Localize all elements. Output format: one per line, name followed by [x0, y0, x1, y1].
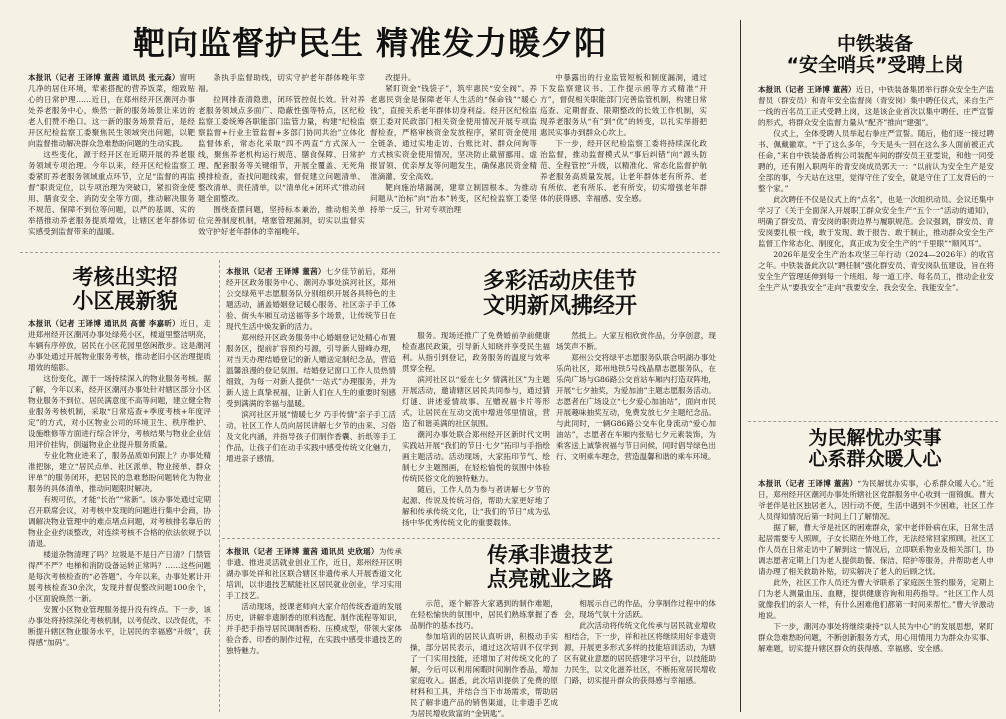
main-col2: [198, 72, 365, 244]
feiyi-headline: 传承非遗技艺 点亮就业之路: [487, 543, 613, 591]
kaohe-col1: [28, 318, 211, 710]
qixi-headline: 多彩活动庆佳节 文明新风拂经开: [482, 269, 637, 319]
main-col1: [28, 72, 195, 244]
paragraph: 专业化物业进来了，服务品质如何跟上？办事处精准把脉，建立“居民点单、社区派单、物业接单、群众评单”的服务闭环，把居民的急难愁盼问题转化为物业服务的具体清单，推动问题限时解决。: [28, 451, 211, 493]
paragraph: 随后，工作人员为参与者讲解七夕节的起源、传说及传统习俗，帮助大家更好地了解和传承传统文化，让“我们的节日”成为弘扬中华优秀传统文化的重要载体。: [402, 485, 550, 527]
paragraph: 本报讯（记者 王译博 董茜）“为民解忧办实事，心系群众暖人心。”近日，郑州经开区潮河办事处所辖社区党群服务中心收到一面锦旗。曹大爷老伴是社区独居老人，因行动不便，生活中遇到不少困难，社区工作人员得知情况后第一时间上门了解情况。: [758, 479, 994, 521]
paragraph: 有规可依，才能“长治”“常新”。该办事处通过定期召开联席会议，对考核中发现的问题进行集中会商，协调解决物业管理中的难点堵点问题，对考核排名靠后的物业企业约谈整改，对连续考核不合格的依法依规予以清退。: [28, 495, 211, 548]
divider-qixi-bottom: [222, 538, 720, 539]
paragraph: 本报讯（记者 王译博 通讯员 高蕾 李嘉昕）近日，走进郑州经开区潮河办事处绿苑小区，楼道里整洁明亮，车辆有序停放，居民在小区花园里悠闲散步。这是潮河办事处通过开展物业服务考核，推动老旧小区治理提质增效的缩影。: [28, 319, 212, 372]
paragraph: 本报讯（记者 王译博 董茜）近日，中铁装备集团举行群众安全生产监督员（群安员）和青年安全监督岗（青安岗）集中聘任仪式，来自生产一线的百名员工正式受聘上岗，这是该企业首次以集中聘任、庄严宣誓的形式，将群众安全监督力量从“配齐”推向“建强”。: [758, 85, 994, 127]
paragraph: 示范，逐个解答大家遇到的制作难题，在轻松愉快的氛围中，居民们熟练掌握了香品制作的基本技巧。: [410, 599, 558, 630]
zhongtie-body: [758, 84, 994, 416]
paragraph: 这些变化，源于经开区在近期开展的养老服务领域专项治理。今年以来，经开区纪检监察工委紧盯养老服务领域重点环节，立足“监督的再监督”职责定位，以专项治理为突破口，紧扣资金使用、膳食安全、消防安全等方面，推动解决服务不规范、保障不到位等问题，以严的基调、实的举措推动养老服务提质增效，让辖区老年群体切实感受到监督带来的温暖。: [28, 150, 195, 236]
divider-main-bottom: [20, 252, 720, 253]
divider-kaohe: [219, 260, 220, 712]
paragraph: 中暴露出的行业监管短板和制度漏洞，通过下发监察建议书、工作提示函等方式精准“开方”，督促相关职能部门完善监管机制，构建日常巡查、定期督查、限期整改的长效工作机制，实现养老服务从“有”到“优”的转变，以扎实举措把惠民实事办到群众心坎上。: [540, 73, 707, 137]
paragraph: 此次聘任不仅是仪式上的“点名”，也是一次组织动员。会议还集中学习了《关于全面深入开展职工群众安全生产“五个一”活动的通知》，明确了群安员、青安岗的职责边界与履职规范。会议强调，群安员、青安岗要扎根一线，敢于发现、敢于报告、敢于制止，推动群众安全生产监督工作常态化、制度化，真正成为安全生产的“千里眼”“顺风耳”。: [758, 195, 994, 248]
paragraph: 郑州经开区政务服务中心婚姻登记处精心布置服务区，提前扩容预约号源，引导新人错峰办理，对当天办理结婚登记的新人赠送定制纪念品，营造温馨浪漫的登记氛围。结婚登记窗口工作人员热情细致，为每一对新人提供“一站式”办理服务，并为新人送上真挚祝福，让新人们在人生的重要时刻感受到满满的幸福与温暖。: [226, 333, 396, 408]
paragraph: 滨河社区以“爱在七夕 情满社区”为主题开展活动，邀请辖区居民共同参与，通过猜灯谜、讲述爱情故事、互赠祝福卡片等形式，让居民在互动交流中增进邻里情谊，营造了和谐美满的社区氛围。: [402, 375, 550, 428]
paragraph: 2026年是安全生产治本攻坚三年行动（2024—2026年）的收官之年。中铁装备此次以“聘任制”强化群安员、青安岗队伍建设，旨在将安全生产管理延伸到每一个班组、每一道工序、每名员工，推动企业安全生产从“要我安全”走向“我要安全、我会安全、我能安全”。: [758, 250, 994, 292]
main-col4: [540, 72, 707, 244]
divider-zhongtie-bottom: [748, 421, 998, 422]
divider-right-column: [740, 20, 741, 712]
paragraph: 此次活动将传统文化传承与居民就业增收相结合，下一步，祥和社区将继续用好非遗资源，开展更多形式多样的技能培训活动，为辖区有就业意愿的居民搭建学习平台，以技能助力民生，以文化滋养社区，不断拓宽居民增收门路，切实提升群众的获得感与幸福感。: [564, 621, 716, 685]
qixi-col2: [402, 330, 550, 534]
qixi-col1: [226, 266, 396, 534]
paragraph: 此外，社区工作人员还为曹大爷联系了家庭医生签约服务，定期上门为老人测量血压、血糖，提供健康咨询和用药指导。“社区工作人员就像我们的亲人一样，有什么困难他们都第一时间来帮忙。”曹大爷激动地说。: [758, 578, 994, 620]
paragraph: 本报讯（记者 王译博 董茜 通讯员 张元森）窗明几净的居住环境，荤素搭配的营养饭菜，细致贴心的日常护理……近日，在郑州经开区潮河办事处养老服务中心，焕然一新的服务场景让来访的老人们赞不绝口。这一新的服务场景背后，是经开区纪检监察工委聚焦民生领域突出问题，以靶向监督推动解决群众急难愁盼问题的生动实践。: [28, 73, 195, 148]
feiyi-col1: [226, 546, 402, 712]
main-headline: 靶向监督护民生 精准发力暖夕阳: [132, 24, 608, 62]
paragraph: 潮河办事处联合郑州经开区新时代文明实践站开展“我们的节日·七夕”拓印与手指绘画主题活动。活动现场，大家拓印节气、绘制七夕主题图画，在轻松愉悦的氛围中体验传统民俗文化的独特魅力。: [402, 430, 550, 483]
paragraph: 本报讯（记者 王译博 董茜）七夕佳节前后，郑州经开区政务服务中心、潮河办事处滨河社区，郑州公交绿苑平志愿服务队分别组织开展各具特色的主题活动，涵盖婚姻登记暖心服务、社区亲子手工体验、街头车厢互动送福等多个场景，让传统节日在现代生活中焕发新的活力。: [226, 267, 396, 331]
zhongtie-headline: 中铁装备 “安全哨兵”受聘上岗: [786, 33, 964, 77]
kaohe-headline: 考核出实招 小区展新貌: [72, 265, 178, 313]
paragraph: 参加培训的居民认真听讲，积极动手实操，部分居民表示，通过这次培训不仅学到了一门实用技能，还增加了对传统文化的了解，今后可以利用闲暇时间制作香品，增加家庭收入。据悉，此次培训提供了免费的原材料和工具，并结合当下市场需求，帮助居民了解非遗产品的销售渠道，让非遗手艺成为居民增收致富的“金钥匙”。: [410, 632, 558, 718]
paragraph: 改提升。: [385, 73, 416, 82]
paragraph: 靶向施治堵漏洞，建章立制固根本。为推动问题从“治标”向“治本”转变，区纪检监察工委坚持举一反三，针对专项治理: [370, 183, 537, 214]
paragraph: 安置小区物业管理服务提升没有终点。下一步，该办事处将持续深化考核机制，以考促改、以改促优，不断提升辖区物业服务水平，让居民的幸福感“升级”，获得感“加码”。: [28, 605, 211, 647]
main-col3: [370, 72, 537, 244]
paragraph: 这份变化，源于一场持续深入的物业服务考核。据了解，今年以来，经开区潮河办事处针对辖区部分小区物业服务不到位、居民满意度不高等问题，建立健全物业服务考核机制，采取“日常巡查+季度考核+年度评定”的方式，对小区物业公司的环境卫生、秩序维护、设施维修等方面进行综合评分，考核结果与物业企业信用评价挂钩，倒逼物业企业提升服务质量。: [28, 374, 211, 449]
weimin-headline: 为民解忧办实事 心系群众暖人心: [808, 427, 942, 471]
paragraph: 下一步，潮河办事处将继续秉持“以人民为中心”的发展思想，紧盯群众急难愁盼问题，不断创新服务方式，用心用情用力为群众办实事、解难题，切实提升辖区群众的获得感、幸福感、安全感。: [758, 622, 994, 653]
paragraph: 活动现场，授课老师向大家介绍传统香道的发展历史，讲解非遗制香的原料选配、制作流程等知识，并手把手指导居民调制香粉、压模成型，带领大家体验合香、印香的制作过程，在实践中感受非遗技艺的独特魅力。: [226, 602, 402, 655]
weimin-body: [758, 478, 994, 712]
paragraph: 拉网排查清隐患，闭环管控促长效。针对养老服务领域点多面广、隐蔽性强等特点，区纪检监察工委统筹各职能部门监管力量，构建“纪检监察监督+行业主管监督+多部门协同共治”立体化监督体系，常态化采取“四不两直”方式深入一线，聚焦养老机构运行规范、膳食保障、日常护理、配套服务等关键细节，开展全覆盖、无死角摸排检查，查找问题线索，督促建立问题清单、整改清单、责任清单，以“清单化+闭环式”推动问题全面整改。: [198, 95, 365, 203]
paragraph: 楼道杂物清理了吗？垃圾是不是日产日清？门禁管得严不严？电梯和消防设备运转正常吗？……这些问题是每次考核检查的“必答题”。今年以来，办事处累计开展考核检查30余次，发现并督促整改问题100余个，小区面貌焕然一新。: [28, 550, 211, 603]
paragraph: 据了解，曹大爷是社区的困难群众，家中老伴卧病在床，日常生活起居需要专人照顾，子女长期在外地工作，无法经常回家照顾。社区工作人员在日常走访中了解到这一情况后，立即联系物业及相关部门，协调志愿者定期上门为老人提供助餐、保洁、陪护等服务，并帮助老人申请办理了相关救助补贴，切实解决了老人的后顾之忧。: [758, 523, 994, 576]
paragraph: 郑州公交将绿平志愿服务队联合明湖办事处乐尚社区，郑州地铁5号线晶鼎志愿服务队，在乐尚广场与G86路公交首站车厢内打造双阵地，开展“七夕抽奖，为爱加油”主题志愿服务活动。志愿者在广场设立“七夕爱心加油站”，面向市民开展趣味抽奖互动，免费发放七夕主题纪念品。与此同时，一辆G86路公交车化身流动“爱心加油站”，志愿者在车厢内张贴七夕元素装饰，为乘客送上诚挚祝福与节日问候，同时倡导绿色出行、文明乘车理念，营造温馨和谐的乘车环境。: [556, 353, 717, 461]
paragraph: 紧盯资金“钱袋子”，筑牢惠民“安全阀”。养老惠民资金是保障老年人生活的“保命钱”“暖心钱”，直接关系老年群体切身利益。经开区纪检监察工委对民政部门相关资金使用情况开展专项监督检查，严格审核资金发放程序，紧盯资金使用全链条、通过实地走访、台账比对、群众问询等方式核实资金使用情况，坚决防止截留挪用、虚报冒领、优亲厚友等问题发生，确保惠民资金精准滴灌、安全高效。: [370, 84, 537, 181]
paragraph: 相展示自己的作品，分享制作过程中的体会，现场气氛十分活跃。: [564, 599, 716, 619]
qixi-col3: [556, 330, 716, 534]
paragraph: 滨河社区开展“情暖七夕 巧手传情”亲子手工活动，社区工作人员向居民讲解七夕节的由来、习俗及文化内涵，并指导孩子们制作香囊、折纸等手工作品，让孩子们在动手实践中感受传统文化魅力，增进亲子感情。: [226, 410, 396, 463]
paragraph: 下一步，经开区纪检监察工委将持续深化政治监督，推动监督模式从“事后纠错”向“源头防范、全程管控”升级，以精准化、常态化监督护航养老服务高质量发展，让老年群体老有所养、老有所依、老有所乐、老有所安，切实增强老年群体的获得感、幸福感、安全感。: [540, 139, 707, 203]
feiyi-col2: [410, 598, 558, 718]
paragraph: 然抵上。大家互相欣赏作品，分享创意，现场笑声不断。: [556, 331, 716, 351]
paragraph: 条执手监督助线，切实守护老年群体晚年幸福。: [198, 73, 365, 93]
feiyi-col3: [564, 598, 716, 712]
paragraph: 服务。现场还推广了免费婚前孕前健康检查惠民政策，引导新人知晓并享受民生福利。从指引到登记，政务服务的温度与效率贯穿全程。: [402, 331, 550, 373]
paragraph: 仪式上，全体受聘人员举起右拳庄严宣誓。随后，他们逐一接过聘书、佩戴徽章。“干了这么多年，今天是头一回在这么多人面前被正式任命，”来自中铁装备盾构公司装配车间的群安员王亚雯说，和他一同受聘的，还有刚入职两年的青安岗成员郭天一：“以前认为安全生产是安全部的事，今天站在这里，觉得守住了安全，就是守住了工友背后的一整个家。”: [758, 129, 994, 193]
paragraph: 本报讯（记者 王译博 董茜 通讯员 史欣瑶）为传承非遗、推进灵活就业创业工作，近日，郑州经开区明湖办事处祥和社区联合辖区非遗传承人开展香道文化培训，以非遗技艺赋能社区居民就业创业，学习实用手工技艺。: [226, 547, 402, 600]
paragraph: 围绕查摆问题，坚持标本兼治，推动相关单位完善制度机制，堵塞管理漏洞，切实以监督实效守护好老年群体的幸福晚年。: [198, 205, 365, 236]
